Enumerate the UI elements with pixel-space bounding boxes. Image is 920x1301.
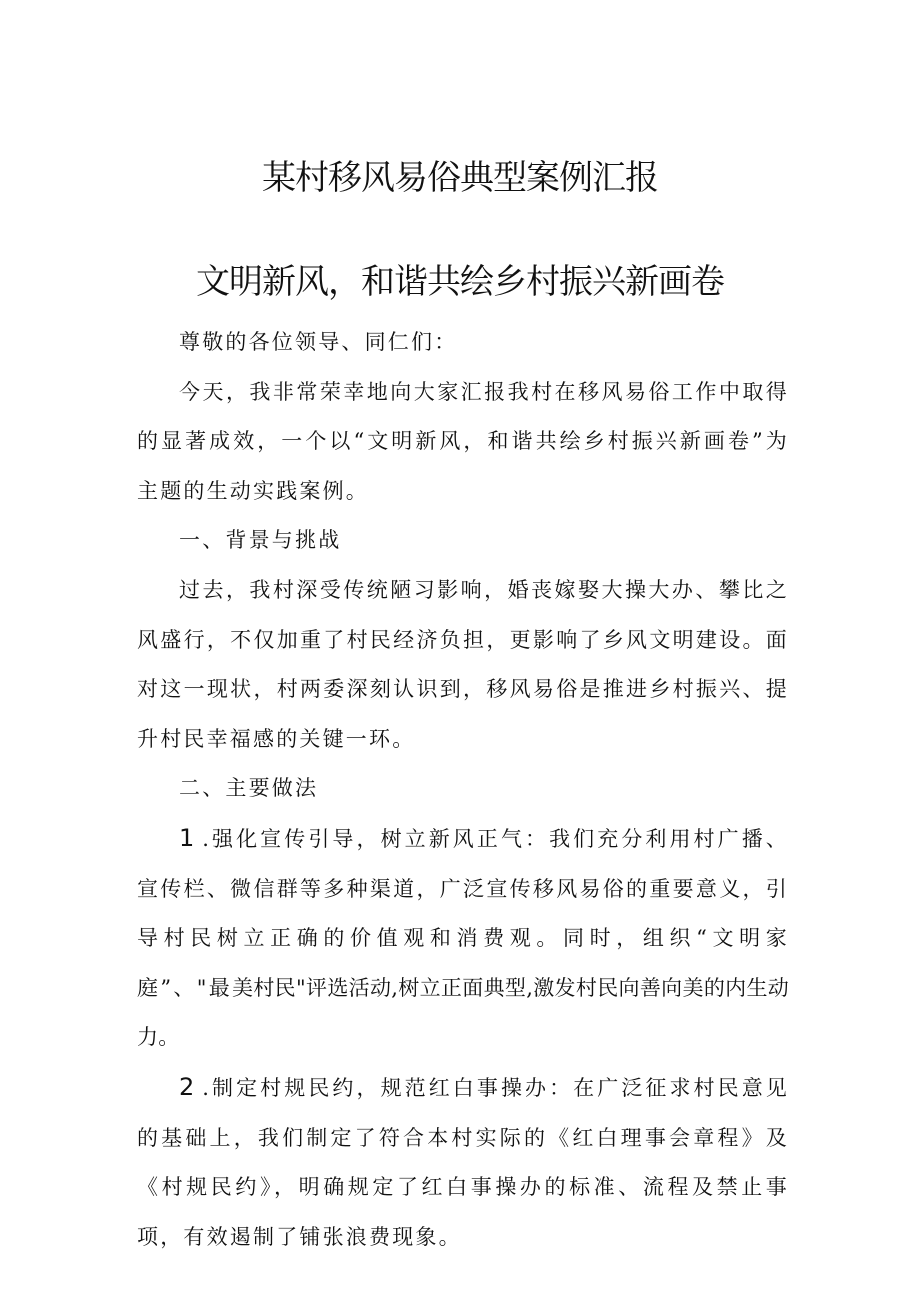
- intro-paragraph: 今天，我非常荣幸地向大家汇报我村在移风易俗工作中取得的显著成效，一个以“文明新风，和谐共绘乡村振兴新画卷”为主题的生动实践案例。: [137, 379, 789, 503]
- measure-item-1-text: .强化宣传引导，树立新风正气：我们充分利用村广播、宣传栏、微信群等多种渠道，广泛宣传移风易俗的重要意义，引导村民树立正确的价值观和消费观。同时，组织“文明家庭”、"最: [137, 826, 789, 1000]
- measure-item-2-number: 2: [179, 1072, 195, 1101]
- measure-item-1-text-end: 美村民"评选活动,树立正面典型,激发村民向善向美的内生动力。: [137, 975, 790, 1050]
- section-heading-background: 一、背景与挑战: [179, 528, 342, 553]
- section-heading-measures: 二、主要做法: [179, 776, 319, 801]
- measure-item-2: [137, 1063, 789, 1262]
- background-paragraph: 过去，我村深受传统陋习影响，婚丧嫁娶大操大办、攀比之风盛行，不仅加重了村民经济负担，更影响了乡风文明建设。面对这一现状，村两委深刻认识到，移风易俗是推进乡村振兴、提升村民幸福感的关键一环。: [137, 577, 789, 751]
- measure-item-1: [137, 814, 789, 1063]
- measure-item-1-number: 1: [179, 823, 195, 852]
- document-body: [137, 318, 789, 1262]
- document-subtitle: 文明新风，和谐共绘乡村振兴新画卷: [196, 262, 724, 302]
- document-title: 某村移风易俗典型案例汇报: [262, 158, 658, 198]
- salutation: 尊敬的各位领导、同仁们：: [179, 330, 458, 354]
- measure-item-2-text: .制定村规民约，规范红白事操办：在广泛征求村民意见的基础上，我们制定了符合本村实际的《红白理事会章程》及《村规民约》，明确规定了红白事操办的标准、流程及禁止事项，有效遏制了铺张浪费现象。: [137, 1075, 789, 1249]
